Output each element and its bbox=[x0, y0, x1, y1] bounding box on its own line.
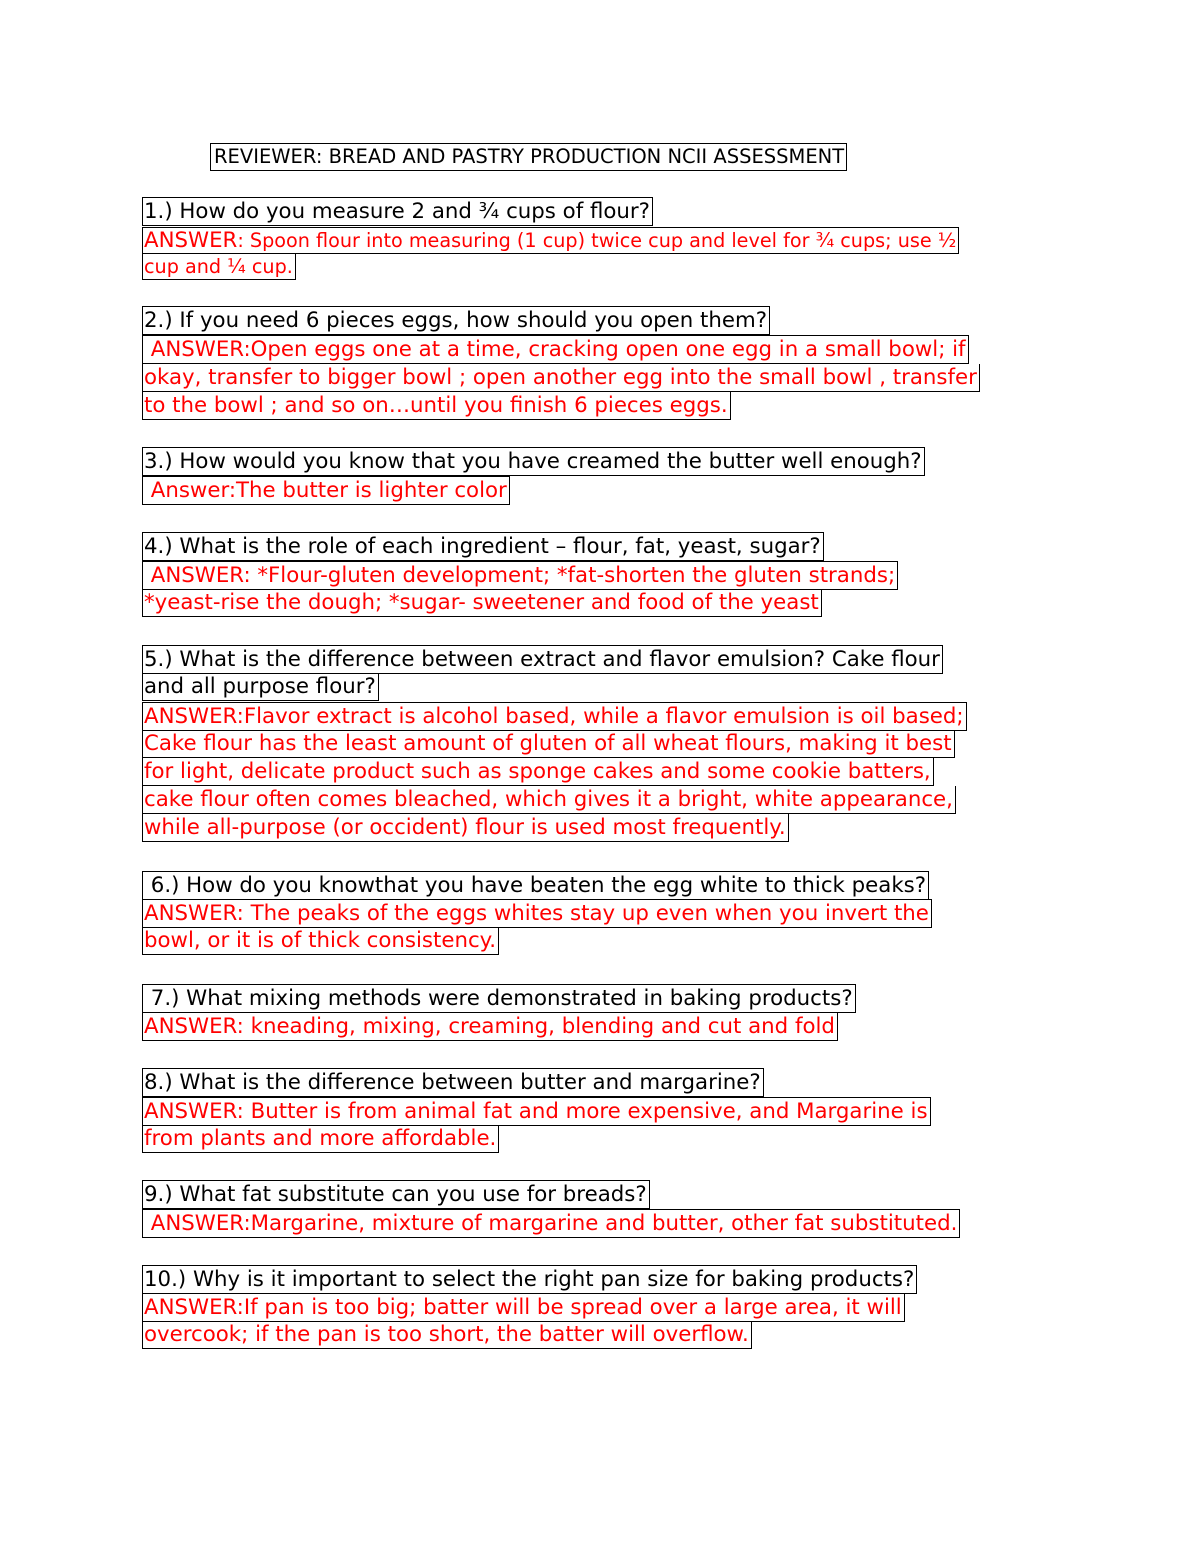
answer-9-line-1: ANSWER:Margarine, mixture of margarine and butter, other fat substituted. bbox=[142, 1209, 960, 1238]
answer-2-line-2: okay, transfer to bigger bowl ; open another egg into the small bowl , transfer bbox=[142, 364, 980, 392]
question-4: 4.) What is the role of each ingredient – flour, fat, yeast, sugar? bbox=[142, 532, 824, 561]
document-title: REVIEWER: BREAD AND PASTRY PRODUCTION NCII ASSESSMENT bbox=[210, 143, 847, 171]
question-10: 10.) Why is it important to select the right pan size for baking products? bbox=[142, 1265, 917, 1294]
question-8: 8.) What is the difference between butter and margarine? bbox=[142, 1068, 764, 1097]
answer-5-line-4: cake flour often comes bleached, which gives it a bright, white appearance, bbox=[142, 786, 956, 814]
question-9: 9.) What fat substitute can you use for breads? bbox=[142, 1180, 650, 1209]
answer-6-line-2: bowl, or it is of thick consistency. bbox=[142, 927, 499, 955]
question-7: 7.) What mixing methods were demonstrated in baking products? bbox=[142, 984, 856, 1013]
answer-2-line-1: ANSWER:Open eggs one at a time, cracking open one egg in a small bowl; if bbox=[142, 335, 969, 364]
answer-1-line-2: cup and ¼ cup. bbox=[142, 254, 296, 280]
answer-4-line-1: ANSWER: *Flour-gluten development; *fat-shorten the gluten strands; bbox=[142, 561, 898, 590]
answer-1-label: ANSWER bbox=[144, 228, 238, 253]
question-5-line-1: 5.) What is the difference between extract and flavor emulsion? Cake flour bbox=[142, 645, 943, 674]
question-6: 6.) How do you knowthat you have beaten the egg white to thick peaks? bbox=[142, 871, 929, 900]
question-1: 1.) How do you measure 2 and ¾ cups of flour? bbox=[142, 197, 653, 226]
question-3: 3.) How would you know that you have creamed the butter well enough? bbox=[142, 447, 925, 476]
answer-10-line-2: overcook; if the pan is too short, the batter will overflow. bbox=[142, 1321, 752, 1349]
answer-3-line-1: Answer:The butter is lighter color bbox=[142, 476, 510, 505]
answer-1-text: : Spoon flour into measuring (1 cup) twice cup and level for ¾ cups; use ½ bbox=[237, 229, 957, 252]
answer-10-line-1: ANSWER:If pan is too big; batter will be spread over a large area, it will bbox=[142, 1293, 905, 1322]
answer-6-line-1: ANSWER: The peaks of the eggs whites stay up even when you invert the bbox=[142, 899, 932, 928]
answer-5-line-3: for light, delicate product such as sponge cakes and some cookie batters, bbox=[142, 758, 934, 786]
question-2: 2.) If you need 6 pieces eggs, how should you open them? bbox=[142, 306, 770, 335]
answer-1-line-1 bbox=[142, 227, 959, 254]
answer-7-line-1: ANSWER: kneading, mixing, creaming, blending and cut and fold bbox=[142, 1012, 838, 1041]
answer-5-line-5: while all-purpose (or occident) flour is used most frequently. bbox=[142, 814, 789, 842]
answer-4-line-2: *yeast-rise the dough; *sugar- sweetener and food of the yeast bbox=[142, 589, 822, 617]
answer-8-line-2: from plants and more affordable. bbox=[142, 1125, 499, 1153]
answer-5-line-1: ANSWER:Flavor extract is alcohol based, while a flavor emulsion is oil based; bbox=[142, 702, 967, 731]
answer-2-line-3: to the bowl ; and so on…until you finish 6 pieces eggs. bbox=[142, 392, 731, 420]
answer-5-line-2: Cake flour has the least amount of gluten of all wheat flours, making it best bbox=[142, 730, 955, 758]
answer-8-line-1: ANSWER: Butter is from animal fat and more expensive, and Margarine is bbox=[142, 1097, 931, 1126]
question-5-line-2: and all purpose flour? bbox=[142, 673, 379, 701]
